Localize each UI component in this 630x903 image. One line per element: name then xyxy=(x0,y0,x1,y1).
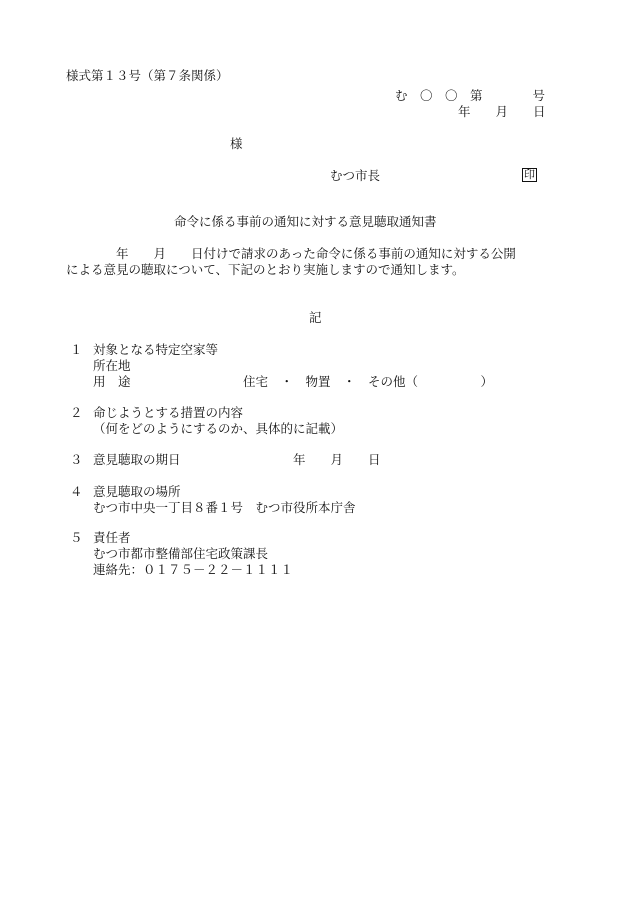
item-3-number: ３ xyxy=(70,452,83,467)
form-number: 様式第１３号（第７条関係） xyxy=(66,68,229,83)
item-1-location-label: 所在地 xyxy=(93,358,131,373)
sender-name: むつ市長 xyxy=(330,168,381,183)
seal-text: 印 xyxy=(524,168,535,181)
item-5-contact: 連絡先：０１７５－２２－１１１１ xyxy=(93,562,294,577)
seal-mark xyxy=(522,166,537,182)
item-5-number: ５ xyxy=(70,530,83,545)
body-line-2: による意見の聴取について、下記のとおり実施しますので通知します。 xyxy=(66,262,465,277)
body-line-1: 年 月 日付けで請求のあった命令に係る事前の通知に対する公開 xyxy=(66,246,516,261)
item-2-heading: 命じようとする措置の内容 xyxy=(93,405,244,420)
document-date: 年 月 日 xyxy=(458,104,546,119)
item-1-usage-line: 用 途 住宅 ・ 物置 ・ その他（ ） xyxy=(93,374,494,389)
item-2-number: ２ xyxy=(70,405,83,420)
addressee-honorific: 様 xyxy=(230,136,243,151)
document-number: む 〇 〇 第 号 xyxy=(395,88,546,103)
item-2-note: （何をどのようにするのか、具体的に記載） xyxy=(93,421,344,436)
item-5-department: むつ市都市整備部住宅政策課長 xyxy=(93,546,269,561)
item-4-number: ４ xyxy=(70,484,83,499)
item-3-heading: 意見聴取の期日 年 月 日 xyxy=(93,452,381,467)
ki-heading: 記 xyxy=(309,310,322,325)
item-5-heading: 責任者 xyxy=(93,530,131,545)
item-1-number: １ xyxy=(70,342,83,357)
item-4-address: むつ市中央一丁目８番１号 むつ市役所本庁舎 xyxy=(93,500,356,515)
item-4-heading: 意見聴取の場所 xyxy=(93,484,181,499)
document-title: 命令に係る事前の通知に対する意見聴取通知書 xyxy=(174,214,437,229)
item-1-heading: 対象となる特定空家等 xyxy=(93,342,219,357)
